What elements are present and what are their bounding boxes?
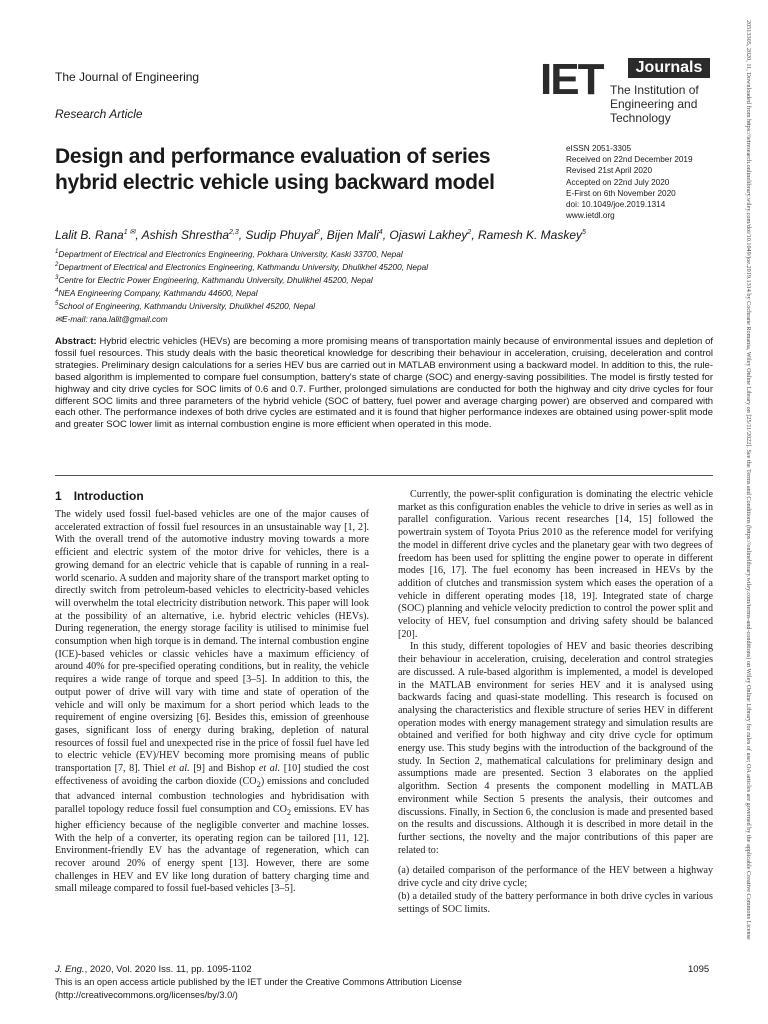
side-strip-text: 20513305, 2020, 11, Downloaded from https://ietresearch.onlinelibrary.wiley.com/doi/10.1049/joe.2019.1314 by Cochrane Romania, Wiley Online Library on [25/11/2022]. See the Terms and Conditions (https://onlinelibrary.wiley.com/terms-and-conditions) on Wiley Online Library for rules of use; OA articles are governed by the applicable Creative Commons License xyxy=(745,20,752,940)
iet-logo[interactable] xyxy=(540,55,710,125)
author-sep: , xyxy=(382,228,390,242)
right-column xyxy=(398,489,713,916)
abstract-label: Abstract: xyxy=(55,336,97,347)
author-affil: 2 xyxy=(467,229,472,236)
article-meta xyxy=(566,143,693,221)
meta-received: Received on 22nd December 2019 xyxy=(566,155,693,165)
envelope-icon: ✉ xyxy=(55,314,62,324)
affiliation-number: 1 xyxy=(55,249,59,256)
affiliation-text: School of Engineering, Kathmandu University, Dhulikhel 45200, Nepal xyxy=(58,301,316,311)
affiliation xyxy=(55,275,373,285)
author-affil: 4 xyxy=(378,229,383,236)
affiliation-number: 5 xyxy=(55,301,59,308)
meta-eissn: eISSN 2051-3305 xyxy=(566,144,632,153)
subscript: 2 xyxy=(256,779,261,789)
article-type: Research Article xyxy=(55,107,143,121)
author-affil: 1 ✉ xyxy=(123,229,136,236)
paragraph-text: emissions. EV has higher efficiency because of the negligible converter and machine losses. With the help of a converter, its operating region can be tailored [11, 12]. Environment-friendly EV has the advantage of regeneration, which can recover around 20% of energy spent [13]. However, there are some challenges in HEV and EV like long duration of battery charging time and small mileage compared to fossil fuel-based vehicles [3–5]. xyxy=(55,804,370,895)
affiliation xyxy=(55,301,315,311)
list-item: (b) a detailed study of the battery performance in both drive cycles in various settings of SOC limits. xyxy=(398,890,713,915)
paragraph xyxy=(55,509,369,896)
download-side-strip xyxy=(740,20,754,1010)
logo-mark: IET xyxy=(540,55,603,104)
affiliation-number: 4 xyxy=(55,288,59,295)
author-name[interactable]: Lalit B. Rana xyxy=(55,228,124,242)
affiliation-number: 2 xyxy=(55,262,59,269)
paragraph-italic: et al. xyxy=(258,763,281,775)
author-sep: , xyxy=(320,228,327,242)
journal-name: The Journal of Engineering xyxy=(55,70,200,84)
logo-institution-line1: The Institution of xyxy=(610,83,699,97)
author-sep: , xyxy=(238,228,246,242)
affiliation xyxy=(55,249,403,259)
citation-details: , 2020, Vol. 2020 Iss. 11, pp. 1095-1102 xyxy=(84,964,252,975)
spacer xyxy=(398,857,713,865)
affiliation-text: Department of Electrical and Electronics Engineering, Kathmandu University, Dhulikhel 45200, Nepal xyxy=(58,262,429,272)
license-text: This is an open access article published by the IET under the Creative Commons Attribution License xyxy=(55,977,462,987)
section-title: Introduction xyxy=(73,489,144,503)
meta-website-link[interactable]: www.ietdl.org xyxy=(566,211,615,221)
author-list xyxy=(55,228,586,242)
abstract xyxy=(55,336,713,431)
footer-citation xyxy=(55,964,252,975)
section-divider xyxy=(55,475,713,476)
article-title-line2: hybrid electric vehicle using backward model xyxy=(55,171,495,194)
affiliation-text: Department of Electrical and Electronics Engineering, Pokhara University, Kaski 33700, Nepal xyxy=(58,249,403,259)
logo-institution-line2: Engineering and Technology xyxy=(610,97,698,125)
author-name[interactable]: Bijen Mali xyxy=(326,228,379,242)
left-column xyxy=(55,509,369,896)
subscript: 2 xyxy=(286,808,292,818)
affiliation xyxy=(55,262,428,272)
paragraph-text: ) emissions and concluded that advanced internal combustion technologies and hybridisation with parallel topology reduce fossil fuel consumption and CO xyxy=(55,775,370,816)
author-affil: 2,3 xyxy=(229,229,239,236)
affiliation-email xyxy=(55,314,168,324)
abstract-text: Hybrid electric vehicles (HEVs) are becoming a more promising means of transportation mainly because of environmental issues and depletion of fossil fuel resources. This study deals with the basic theoretical knowledge for describing their behaviour in acceleration, cruising, deceleration and control strategies. Preliminary design calculations for a series HEV bus are carried out in MATLAB environment using a backward model. In addition to this, the rule-based algorithm is implemented to compare fuel consumption, battery's state of charge (SOC) and energy-saving possibilities. The model is firstly tested for highway and city drive cycles for SOC limits of 0.6 and 0.7. Further, prolonged simulations are conducted for both the highway and city drive cycles for four different SOC limits and three parameters of the hybrid vehicle (SOC of battery, fuel power and average charging power) are observed and compared with each other. The performance indexes of both drive cycles are estimated and it is found that higher performance indexes are obtained using power-split mode and greater SOC lower limit as internal combustion engine is more efficient when operated in this mode. xyxy=(55,336,713,431)
logo-journals-label: Journals xyxy=(628,58,710,78)
section-heading xyxy=(55,489,144,503)
paragraph: Currently, the power-split configuration is dominating the electric vehicle market as this configuration enables the vehicle to drive in series as well as in parallel configuration. Various recent researches [14, 15] followed the powertrain system of Toyota Prius 2010 as the reference model for verifying the model in different drive cycles and the planetary gear with two degrees of freedom has been used for splitting the engine power to operate in different modes [16, 17]. The fuel economy has been increased in HEVs by the addition of clutches and transmission system which eases the operation of a vehicle in different operating modes [18, 19]. Integrated state of charge (SOC) planning and vehicle velocity prediction to control the power split and velocity of HEV, fuel consumption and driving safety should be balanced [20]. xyxy=(398,489,713,640)
paragraph-text: The widely used fossil fuel-based vehicles are one of the major causes of accelerated extraction of fossil fuel resources in an unsustainable way [1, 2]. With the overall trend of the automotive industry moving towards a more efficient and electric system of the motor drive for vehicles, there is a growing demand for an electric vehicle that is capable of running in a real-world scenario. A sudden and majority share of the transport market opting to directly switch from petroleum-based vehicles to electricity-based vehicles will overwhelm the total electricity distribution network. This paper will look at the possibility of an alternative, i.e. hybrid electric vehicles (HEVs). During regeneration, the energy storage facility is utilised to minimise fuel consumption when high torque is in demand. The internal combustion engine (ICE)-based vehicles or classic vehicles have a maximum efficiency of around 40% for pre-specified operating conditions, but in reality, the vehicle requires a wide range of torque and speed [3–5]. In addition to this, the output power of drive will vary with time and state of operation of the vehicle and will only be maximum for a short period which leads to the requirement of engine oversizing [6]. Besides this, emission of greenhouse gases, significant loss of energy during braking, depletion of natural resources of fossil fuel and unexpected rise in the price of fossil fuel have led to electric vehicle (EV)/HEV becoming more promising means of public transportation [7, 8]. Thiel xyxy=(55,509,369,775)
article-title-line1: Design and performance evaluation of series xyxy=(55,145,491,168)
author-sep: , xyxy=(471,228,478,242)
meta-doi-link[interactable]: doi: 10.1049/joe.2019.1314 xyxy=(566,200,666,210)
paragraph-italic: et al. xyxy=(168,763,190,775)
paragraph-text: [10] studied the cost effectiveness of avoiding the carbon dioxide (CO xyxy=(55,763,370,787)
meta-revised: Revised 21st April 2020 xyxy=(566,166,653,176)
meta-accepted: Accepted on 22nd July 2020 xyxy=(566,177,670,187)
author-sep: , xyxy=(135,228,142,242)
author-name[interactable]: Ramesh K. Maskey xyxy=(477,228,583,242)
author-name[interactable]: Ashish Shrestha xyxy=(141,228,230,242)
affiliation-text: NEA Engineering Company, Kathmandu 44600, Nepal xyxy=(58,288,258,298)
paragraph: In this study, different topologies of HEV and basic theories describing their behaviour in acceleration, cruising, deceleration and control strategies are discussed. A rule-based algorithm is implemented, a model is developed in the MATLAB environment for series HEV and it is analysed using backwards facing and quasi-state modelling. This research is focused on analysing the characteristics and flexible structure of series HEV in different operation modes with energy management strategy and simulation results are obtained and verified for both highway and city drive cycle for optimum energy use. This study begins with the introduction of the background of the study. In Section 2, mathematical calculations for preliminary design and assumptions made are presented. Section 3 elaborates on the applied algorithm. Section 4 presents the component modelling in MATLAB environment while Section 5 presents the analysis, their outcomes and discussions. Finally, in Section 6, the conclusion is made and presented based on the results and discussions. Although it is described in more detail in the further sections, the novelty and the major contributions of this paper are related to: xyxy=(398,641,713,856)
author-affil: 5 xyxy=(582,229,586,236)
affiliation-text: Centre for Electric Power Engineering, Kathmandu University, Dhulikhel 45200, Nepal xyxy=(58,275,373,285)
list-item: (a) detailed comparison of the performance of the HEV between a highway drive cycle and city drive cycle; xyxy=(398,865,713,890)
page-number: 1095 xyxy=(688,964,710,975)
paragraph-text: [9] and Bishop xyxy=(189,763,259,775)
author-name[interactable]: Ojaswi Lakhey xyxy=(389,228,468,242)
author-name[interactable]: Sudip Phuyal xyxy=(245,228,317,242)
author-affil: 2 xyxy=(316,229,321,236)
affiliation-number: 3 xyxy=(55,275,59,282)
meta-efirst: E-First on 6th November 2020 xyxy=(566,188,676,198)
section-number: 1 xyxy=(55,489,62,503)
affiliation xyxy=(55,288,258,298)
citation-journal: J. Eng. xyxy=(55,964,85,975)
email-link[interactable]: E-mail: rana.lalit@gmail.com xyxy=(61,314,168,324)
license-link[interactable]: (http://creativecommons.org/licenses/by/3.0/) xyxy=(55,990,238,1000)
